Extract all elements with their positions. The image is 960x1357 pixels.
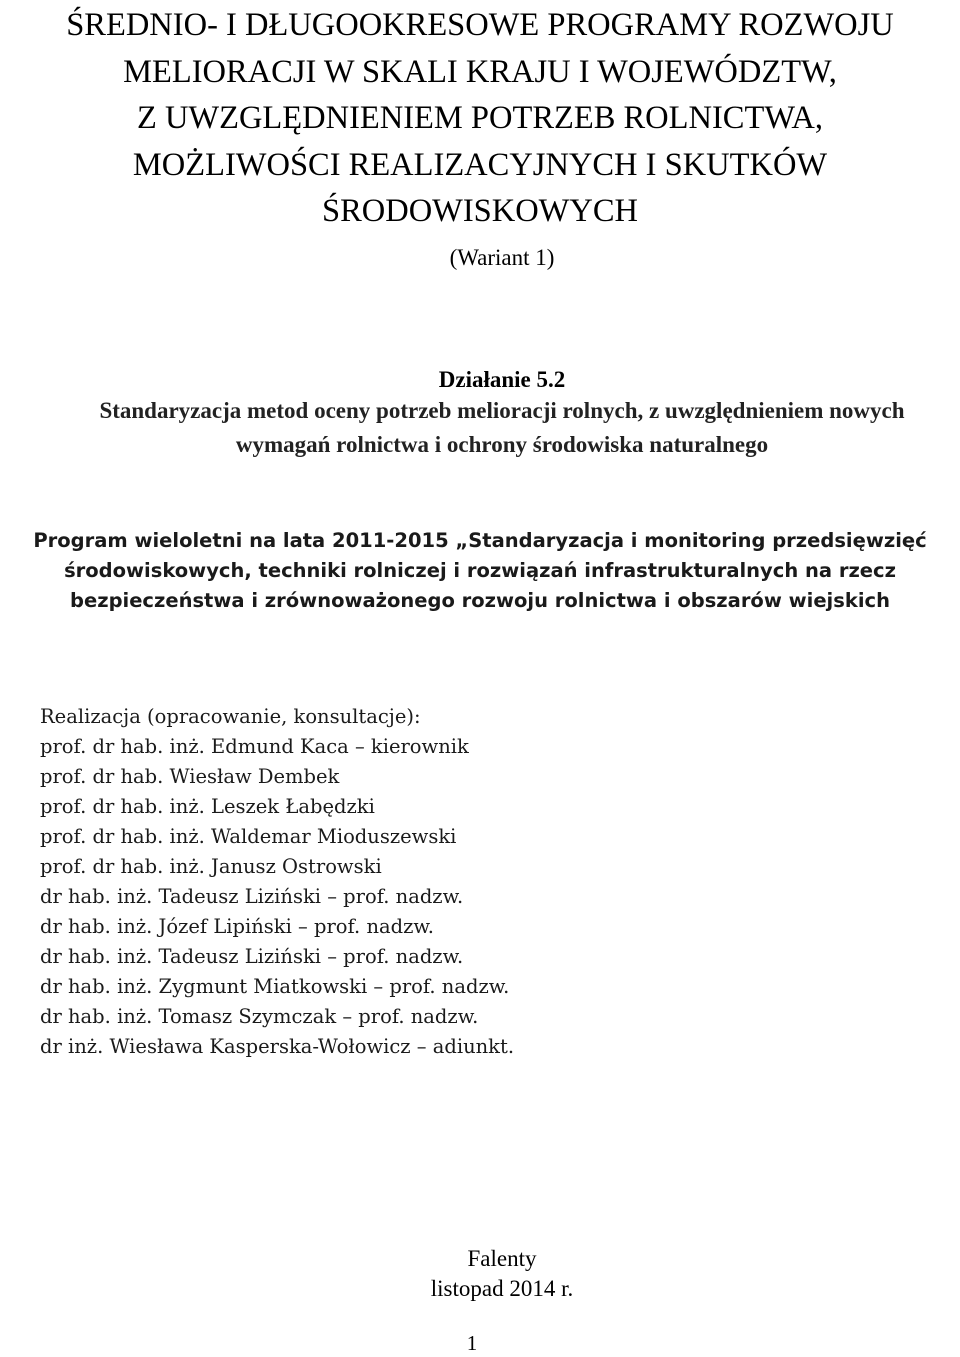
team-member: dr hab. inż. Zygmunt Miatkowski – prof. nadzw. [40, 975, 510, 998]
place-label: Falenty [467, 1246, 537, 1271]
action-number [0, 364, 960, 396]
team-member: prof. dr hab. Wiesław Dembek [40, 765, 340, 788]
team-member: dr hab. inż. Tomasz Szymczak – prof. nadzw. [40, 1005, 479, 1028]
team-member: prof. dr hab. inż. Edmund Kaca – kierownik [40, 735, 469, 758]
action-label: Działanie 5.2 [438, 367, 566, 392]
program-line: bezpieczeństwa i zrównoważonego rozwoju rolnictwa i obszarów wiejskich [70, 589, 890, 612]
document-title [0, 2, 960, 235]
date-label: listopad 2014 r. [430, 1276, 574, 1301]
title-line: MOŻLIWOŚCI REALIZACYJNYCH I SKUTKÓW [132, 146, 828, 183]
page-number: 1 [466, 1331, 478, 1355]
title-line: Z UWZGLĘDNIENIEM POTRZEB ROLNICTWA, [136, 100, 823, 136]
title-line: MELIORACJI W SKALI KRAJU I WOJEWÓDZTW, [123, 53, 837, 90]
team-member: dr hab. inż. Tadeusz Liziński – prof. nadzw. [40, 945, 464, 968]
action-title-line: wymagań rolnictwa i ochrony środowiska naturalnego [235, 432, 769, 457]
program-line: Program wieloletni na lata 2011-2015 „Standaryzacja i monitoring przedsięwzięć [33, 529, 927, 552]
team-header: Realizacja (opracowanie, konsultacje): [40, 705, 421, 728]
program-line: środowiskowych, techniki rolniczej i rozwiązań infrastrukturalnych na rzecz [64, 559, 896, 582]
team-member: prof. dr hab. inż. Waldemar Mioduszewski [40, 825, 457, 848]
action-title [0, 394, 960, 462]
title-line: ŚREDNIO- I DŁUGOOKRESOWE PROGRAMY ROZWOJU [66, 7, 894, 43]
team-member: prof. dr hab. inż. Leszek Łabędzki [40, 795, 375, 818]
action-title-line: Standaryzacja metod oceny potrzeb melioracji rolnych, z uwzględnieniem nowych [99, 398, 905, 423]
team-member: dr hab. inż. Józef Lipiński – prof. nadzw. [40, 915, 434, 938]
program-description [0, 526, 960, 616]
variant-label: (Wariant 1) [449, 245, 555, 270]
team-member: dr hab. inż. Tadeusz Liziński – prof. nadzw. [40, 885, 464, 908]
team-member: prof. dr hab. inż. Janusz Ostrowski [40, 855, 382, 878]
team-list [40, 702, 514, 1062]
title-line: ŚRODOWISKOWYCH [322, 193, 638, 229]
team-member: dr inż. Wiesława Kasperska-Wołowicz – adiunkt. [40, 1035, 515, 1058]
